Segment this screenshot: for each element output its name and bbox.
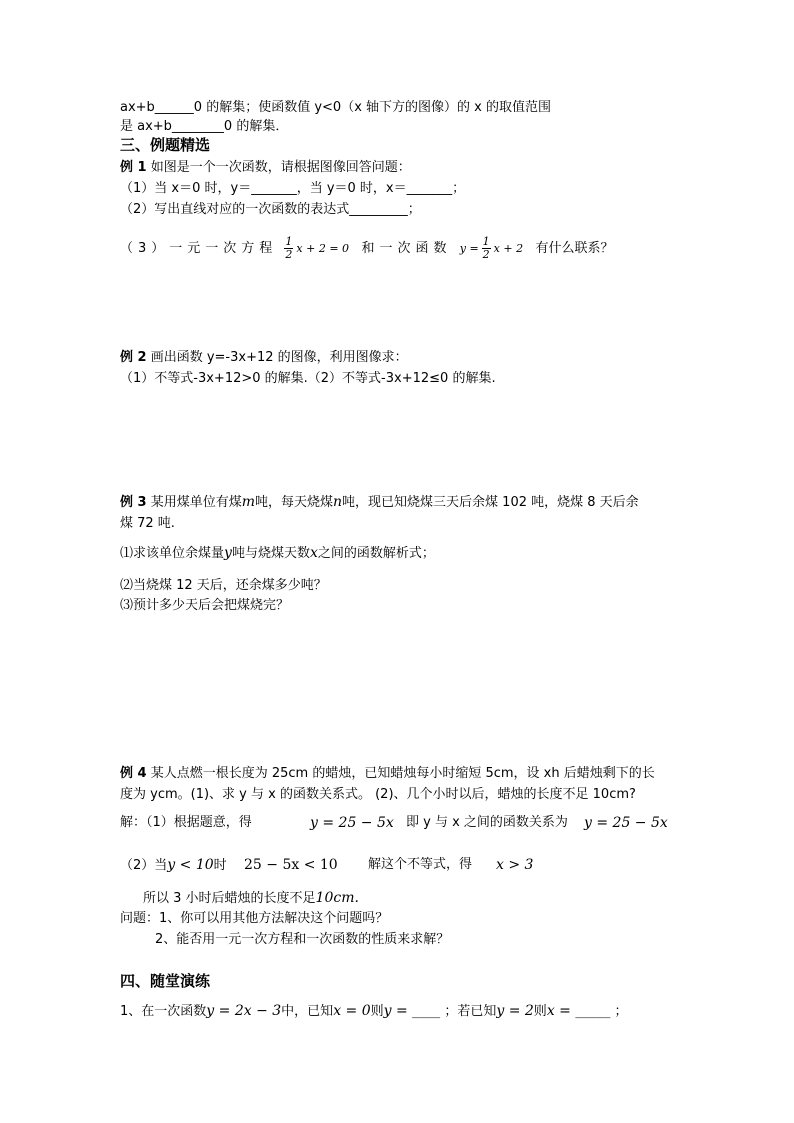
var-x: x	[309, 545, 318, 561]
example-4-conclusion	[143, 890, 359, 907]
example-2-questions: （1）不等式-3x+12>0 的解集.（2）不等式-3x+12≤0 的解集.	[120, 371, 496, 386]
example-3-text-c: 吨，现已知烧煤三天后余煤 102 吨，烧煤 8 天后余	[342, 495, 639, 510]
section-3-title: 三、例题精选	[120, 136, 211, 154]
example-3-label: 例 3	[120, 495, 147, 510]
equation-fraction: $\frac{1}{2}$	[285, 235, 293, 261]
example-1-question-1: （1）当 x＝0 时，y＝_______，当 y＝0 时，x＝_______；	[120, 181, 466, 196]
q1-text-b: 吨与烧煤天数	[231, 546, 310, 561]
example-4-solution-1	[120, 815, 668, 831]
practice-question-1	[120, 1003, 628, 1020]
intro-line-2: 是 ax+b________0 的解集．	[120, 119, 289, 134]
solution-2-text-c: 解这个不等式，得	[368, 857, 473, 872]
practice-text-f: ；	[614, 1004, 628, 1019]
solution-condition: y < 10	[167, 857, 214, 873]
q3-text-c: 有什么联系？	[535, 241, 614, 256]
solution-2-text-b: 时	[213, 858, 227, 873]
example-1-question-3	[120, 233, 614, 265]
example-2-prompt	[120, 350, 408, 366]
example-4-solution-2	[120, 857, 534, 874]
example-3-text-b: 吨，每天烧煤	[255, 495, 334, 510]
example-3-question-3: ⑶预计多少天后会把煤烧完？	[120, 598, 290, 613]
example-3-prompt	[120, 494, 639, 511]
function-fraction: $\frac{1}{2}$	[482, 235, 490, 261]
q1-text-a: ⑴求该单位余煤量	[120, 546, 225, 561]
q3-text-b: 和一次函数	[361, 241, 452, 256]
q1-text-c: 之间的函数解析式；	[317, 546, 435, 561]
conclusion-text: 所以 3 小时后蜡烛的长度不足	[143, 891, 316, 906]
practice-answer-2: x = _____	[546, 1003, 611, 1019]
example-2-text: 画出函数 y=-3x+12 的图像，利用图像求：	[146, 350, 408, 365]
var-y: y	[224, 545, 232, 561]
example-4-line-2: 度为 ycm。(1)、求 y 与 x 的函数关系式。 (2)、几个小时以后，蜡烛的长度不足 10cm?	[120, 787, 636, 802]
solution-2-text-a: （2）当	[120, 858, 168, 873]
example-4-line-1: 某人点燃一根长度为 25cm 的蜡烛，已知蜡烛每小时缩短 5cm，设 xh 后蜡烛剩下的长	[146, 766, 655, 781]
practice-text-a: 1、在一次函数	[120, 1004, 207, 1019]
practice-answer-1: y = ____	[383, 1003, 441, 1019]
equation-rest: x + 2 = 0	[296, 242, 350, 255]
example-4-label: 例 4	[120, 766, 147, 781]
practice-text-c: 则	[370, 1004, 384, 1019]
example-1-text: 如图是一个一次函数，请根据图像回答问题：	[146, 160, 411, 175]
solution-equation: y = 25 − 5x	[310, 815, 394, 831]
solution-inequality: 25 − 5x < 10	[244, 857, 338, 873]
practice-function: y = 2x − 3	[206, 1003, 282, 1019]
example-2-label: 例 2	[120, 350, 147, 365]
intro-line-1: ax+b______0 的解集；使函数值 y<0（x 轴下方的图像）的 x 的取值范围	[120, 100, 551, 115]
practice-text-b: 中，已知	[281, 1004, 334, 1019]
var-m: m	[241, 494, 255, 510]
example-1-prompt	[120, 160, 411, 176]
example-4-ask-2: 2、能否用一元一次方程和一次函数的性质来求解？	[155, 932, 450, 947]
function-rest: x + 2	[493, 242, 524, 255]
conclusion-value: 10cm.	[315, 890, 359, 906]
example-3-text-a: 某用煤单位有煤	[146, 495, 242, 510]
var-n: n	[333, 494, 343, 510]
example-1-question-2: （2）写出直线对应的一次函数的表达式_________；	[120, 202, 421, 217]
q3-text-a: （3）一元一次方程	[120, 241, 278, 256]
practice-condition-2: y = 2	[496, 1003, 534, 1019]
example-3-question-2: ⑵当烧煤 12 天后，还余煤多少吨？	[120, 578, 327, 593]
practice-text-e: 则	[533, 1004, 547, 1019]
example-4-ask-1: 问题：1、你可以用其他方法解决这个问题吗？	[120, 911, 389, 926]
section-4-title: 四、随堂演练	[120, 972, 211, 990]
solution-equation-2: y = 25 − 5x	[584, 815, 668, 831]
example-4-prompt	[120, 766, 655, 782]
solution-1-text-a: 解：（1）根据题意，得	[120, 815, 252, 830]
example-3-line-2: 煤 72 吨.	[120, 516, 175, 531]
function-lhs: y =	[459, 242, 479, 255]
practice-text-d: ；若已知	[444, 1004, 497, 1019]
example-3-question-1	[120, 545, 435, 562]
solution-result: x > 3	[496, 857, 534, 873]
solution-1-text-b: 即 y 与 x 之间的函数关系为	[406, 815, 568, 830]
practice-condition-1: x = 0	[333, 1003, 371, 1019]
example-1-label: 例 1	[120, 160, 147, 175]
